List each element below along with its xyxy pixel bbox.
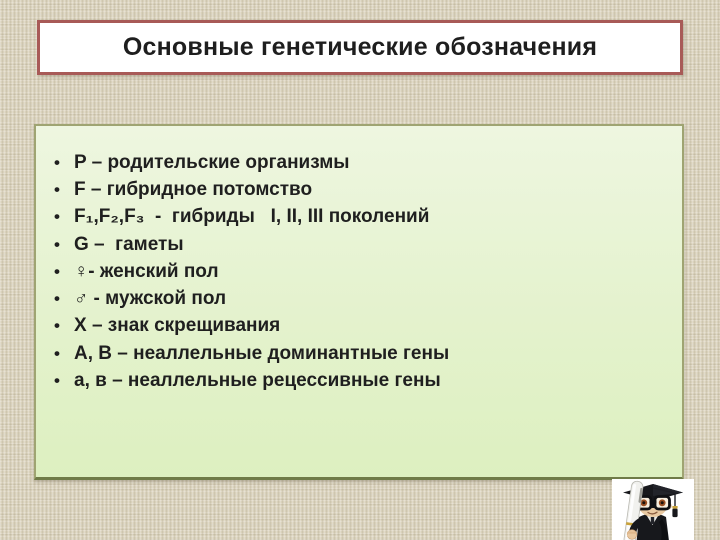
list-item-text: G – гаметы <box>74 233 184 255</box>
bullet-dot-icon: • <box>54 371 60 391</box>
bullet-dot-icon: • <box>54 234 60 254</box>
list-item <box>52 231 682 258</box>
list-item <box>52 285 682 312</box>
list-item-text: F₁,F₂,F₃ - гибриды I, II, III поколений <box>74 206 430 228</box>
content-panel <box>34 124 684 480</box>
bullet-dot-icon: • <box>54 343 60 363</box>
bullet-dot-icon: • <box>54 179 60 199</box>
title-box <box>37 20 683 75</box>
list-item-text: ♀- женский пол <box>74 260 219 282</box>
page-title: Основные генетические обозначения <box>122 33 598 61</box>
list-item <box>52 258 682 285</box>
list-item-text: P – родительские организмы <box>74 151 350 173</box>
list-item-text: А, В – неаллельные доминантные гены <box>74 342 450 364</box>
list-item <box>52 149 682 176</box>
bullet-list <box>36 126 682 395</box>
graduate-clipart-icon <box>612 479 694 540</box>
bullet-dot-icon: • <box>54 289 60 309</box>
list-item <box>52 313 682 340</box>
list-item-text: ♂ - мужской пол <box>74 288 227 310</box>
list-item <box>52 204 682 231</box>
bullet-dot-icon: • <box>54 261 60 281</box>
list-item-text: а, в – неаллельные рецессивные гены <box>74 370 441 392</box>
list-item-text: F – гибридное потомство <box>74 178 313 200</box>
list-item <box>52 340 682 367</box>
list-item <box>52 176 682 203</box>
bullet-dot-icon: • <box>54 207 60 227</box>
bullet-dot-icon: • <box>54 152 60 172</box>
list-item <box>52 367 682 394</box>
list-item-text: Х – знак скрещивания <box>74 315 281 337</box>
bullet-dot-icon: • <box>54 316 60 336</box>
graduate-image <box>612 479 694 540</box>
